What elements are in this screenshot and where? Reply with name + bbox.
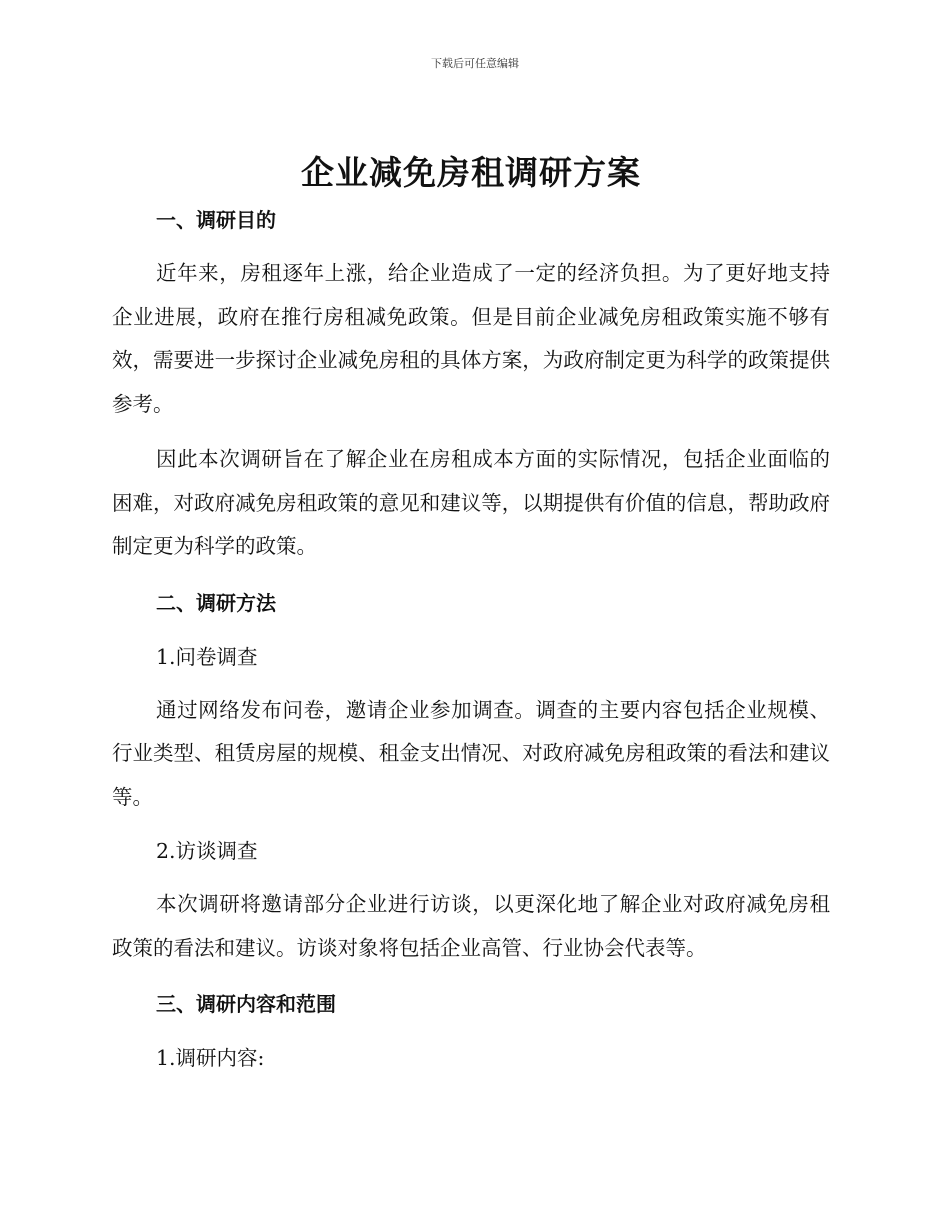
paragraph-interview: 本次调研将邀请部分企业进行访谈，以更深化地了解企业对政府减免房租政策的看法和建议。访谈对象将包括企业高管、行业协会代表等。: [112, 892, 830, 960]
paragraph-purpose-2: 因此本次调研旨在了解企业在房租成本方面的实际情况，包括企业面临的困难，对政府减免房租政策的意见和建议等，以期提供有价值的信息，帮助政府制定更为科学的政策。: [112, 447, 830, 558]
subheading-questionnaire: 1.问卷调查: [156, 644, 258, 669]
document-body: [112, 148, 830, 1080]
subheading-research-content: 1.调研内容:: [156, 1046, 265, 1070]
section-heading-purpose: 一、调研目的: [156, 208, 276, 232]
document-title: 企业减免房租调研方案: [301, 153, 641, 192]
paragraph-purpose-1: 近年来，房租逐年上涨，给企业造成了一定的经济负担。为了更好地支持企业进展，政府在推行房租减免政策。但是目前企业减免房租政策实施不够有效，需要进一步探讨企业减免房租的具体方案，为政府制定更为科学的政策提供参考。: [112, 261, 830, 416]
subheading-interview: 2.访谈调查: [156, 839, 258, 863]
paragraph-questionnaire: 通过网络发布问卷，邀请企业参加调查。调查的主要内容包括企业规模、行业类型、租赁房屋的规模、租金支出情况、对政府减免房租政策的看法和建议等。: [112, 697, 830, 809]
section-heading-method: 二、调研方法: [156, 590, 276, 615]
header-note: 下载后可任意编辑: [431, 57, 519, 70]
section-heading-content-scope: 三、调研内容和范围: [156, 992, 336, 1016]
